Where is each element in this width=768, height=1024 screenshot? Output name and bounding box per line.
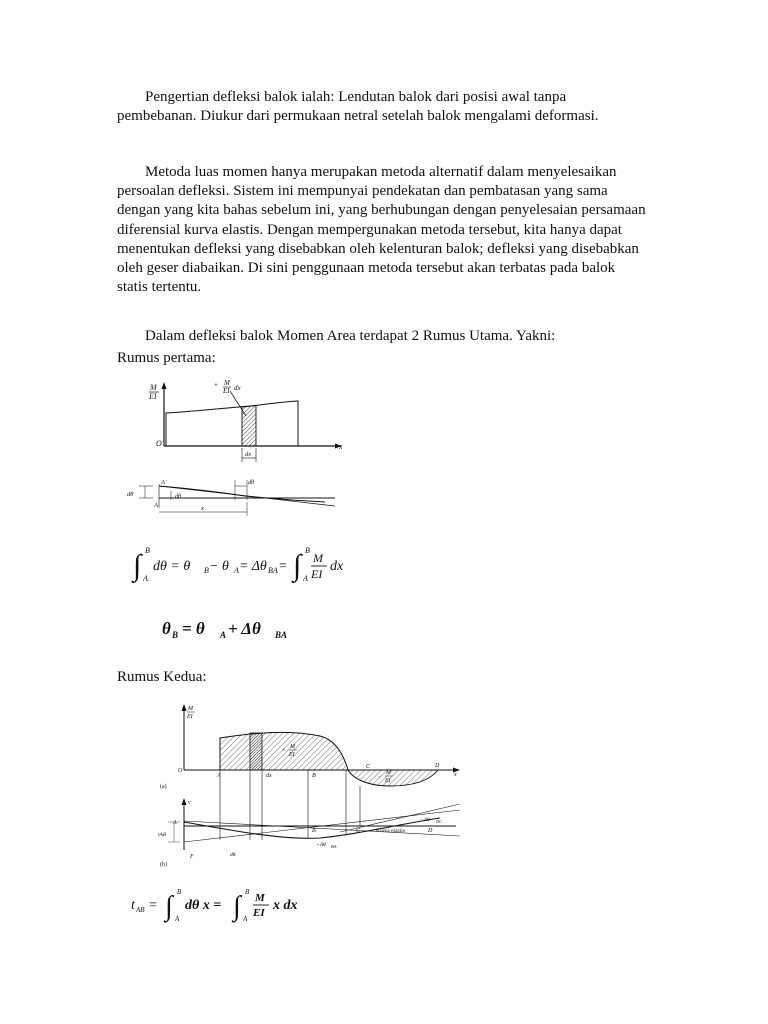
- formula-1-int-upper: B: [145, 546, 150, 555]
- formula-1-sub-ba: BA: [268, 566, 278, 575]
- fig2-pt-a: A: [217, 773, 221, 779]
- formula-1-expr: dθ = θ: [153, 559, 191, 574]
- formula-1-int-lower: A: [143, 574, 148, 583]
- paragraph-definition-text: Pengertian defleksi balok ialah: Lendutan balok dari posisi awal tanpa pembebanan. Diukur dari permukaan netral setelah balok mengalami deformasi.: [117, 89, 599, 125]
- fig2-delta-theta-ba-sub: BA: [331, 844, 337, 849]
- formula-3-frac-num: M: [255, 892, 265, 904]
- formula-3-integral: ∫: [165, 891, 173, 922]
- formula-1-sub-a: A: [234, 566, 239, 575]
- formula-1-tail: dx: [330, 559, 344, 574]
- formula-2-sub-a: A: [220, 630, 227, 640]
- formula-3-frac-den: EI: [253, 907, 265, 919]
- formula-1-integral-2: ∫: [293, 549, 302, 582]
- fig1-area-num: M: [224, 379, 230, 387]
- fig1-y-den: EI: [149, 392, 157, 401]
- paragraph-method: [117, 163, 647, 297]
- fig1-area-sign: +: [214, 381, 218, 389]
- fig1-y-num: M: [150, 383, 157, 392]
- formula-3-sub-ab: AB: [136, 906, 145, 914]
- formula-3-mid: dθ x =: [185, 898, 222, 913]
- figure-2-moment-and-elastic-diagram: [140, 700, 470, 870]
- formula-1-minus: − θ: [209, 559, 229, 574]
- formula-1-integral: ∫: [133, 549, 142, 582]
- fig2-neg-sign: −: [378, 774, 382, 780]
- formula-3-tail: x dx: [273, 898, 298, 913]
- fig2-pos-num: M: [290, 744, 295, 750]
- formula-1-int2-lower: A: [303, 574, 308, 583]
- fig1-lower-dtheta-right: dθ: [248, 480, 254, 486]
- formula-3-eq: =: [149, 898, 157, 913]
- formula-3-integral-2: ∫: [233, 891, 241, 922]
- fig1-lower-dtheta-label: dθ: [127, 491, 134, 498]
- formula-3: [125, 885, 325, 929]
- fig2-pt-c: C: [366, 764, 371, 770]
- formula-1: [125, 540, 355, 586]
- formula-3-int2-lower: A: [243, 915, 248, 923]
- fig2-pos-den: EI: [289, 752, 295, 758]
- fig2-caption-b: (b): [160, 862, 167, 868]
- rumus-kedua-label: Rumus Kedua:: [117, 669, 207, 685]
- paragraph-method-text: Metoda luas momen hanya merupakan metoda alternatif dalam menyelesaikan persoalan defleksi. Sistem ini mempunyai pendekatan dan pembatasan yang sama dengan yang kita bahas sebelum ini, yang berhubungan dengan penyelesaian persamaan diferensial kurva elastis. Dengan mempergunakan metoda tersebut, kita hanya dapat menentukan defleksi yang disebabkan oleh kelenturan balok; defleksi yang disebabkan oleh geser diabaikan. Di sini penggunaan metoda tersebut akan terbatas pada balok statis tertentu.: [117, 164, 646, 296]
- fig2-y-num: M: [188, 706, 193, 712]
- formula-1-eq: =: [279, 559, 287, 574]
- formula-1-frac-num: M: [313, 551, 323, 565]
- fig2-delta-theta-dc: −Δθ: [420, 817, 430, 823]
- fig1-area-dx: dx: [234, 384, 241, 392]
- fig2-lower-c: C: [356, 828, 361, 834]
- fig2-x-axis: x: [454, 772, 457, 778]
- fig2-y-den: EI: [187, 714, 193, 720]
- formula-2-sub-ba: BA: [275, 630, 288, 640]
- fig2-dx-label: dx: [266, 773, 272, 779]
- fig1-lower-x: x: [201, 505, 204, 512]
- fig1-area-den: EI: [223, 387, 230, 395]
- fig2-delta-theta-ba: +Δθ: [316, 842, 326, 848]
- fig2-neg-num: M: [386, 770, 391, 776]
- fig1-x-axis: x: [339, 442, 343, 451]
- fig2-delta-theta-dc-sub: DC: [436, 819, 443, 824]
- formula-2-plus: + Δθ: [228, 619, 261, 638]
- formula-3-int-upper: B: [177, 888, 182, 896]
- formula-1-sub-b: B: [204, 566, 209, 575]
- fig2-v-axis: v: [188, 800, 191, 806]
- formula-2-sub-b: B: [172, 630, 179, 640]
- paragraph-formulas-intro-text: Dalam defleksi balok Momen Area terdapat 2 Rumus Utama. Yakni:: [145, 328, 556, 344]
- formula-2-eq: = θ: [182, 619, 205, 638]
- fig2-neg-den: EI: [385, 778, 391, 784]
- fig2-pt-d: D: [435, 763, 440, 769]
- paragraph-formulas-intro: [117, 327, 647, 346]
- fig2-lower-d: D: [428, 828, 433, 834]
- fig2-origin: O: [178, 768, 183, 774]
- fig2-caption-a: (a): [160, 784, 167, 790]
- fig2-kurva-elastis: Kurva elastis: [376, 828, 405, 834]
- fig2-lower-a: A: [173, 820, 177, 826]
- fig2-lower-dtheta: dθ: [230, 852, 236, 858]
- fig2-lower-f: F: [190, 854, 194, 860]
- figure-1-elastic-line: [125, 476, 340, 521]
- formula-2-theta: θ: [162, 619, 171, 638]
- fig1-origin: O: [156, 439, 162, 448]
- fig2-lower-b: B: [312, 828, 316, 834]
- fig1-lower-a-prime: A': [161, 479, 167, 486]
- formula-1-int2-upper: B: [305, 546, 310, 555]
- formula-1-frac-den: EI: [311, 567, 323, 581]
- fig2-t-ab: tAB: [158, 832, 167, 838]
- formula-3-int-lower: A: [175, 915, 180, 923]
- fig2-pt-b: B: [312, 773, 316, 779]
- fig2-pos-sign: +: [282, 748, 286, 754]
- formula-1-eq-delta: = Δθ: [239, 559, 267, 574]
- formula-3-int2-upper: B: [245, 888, 250, 896]
- formula-2: [158, 612, 338, 642]
- fig1-lower-dtheta-mid: dθ: [175, 494, 181, 500]
- paragraph-definition: [117, 88, 647, 126]
- fig1-dx-label: dx: [245, 451, 252, 458]
- rumus-pertama-label: Rumus pertama:: [117, 350, 216, 366]
- formula-3-t: t: [131, 898, 135, 913]
- fig1-lower-a: A: [154, 502, 158, 509]
